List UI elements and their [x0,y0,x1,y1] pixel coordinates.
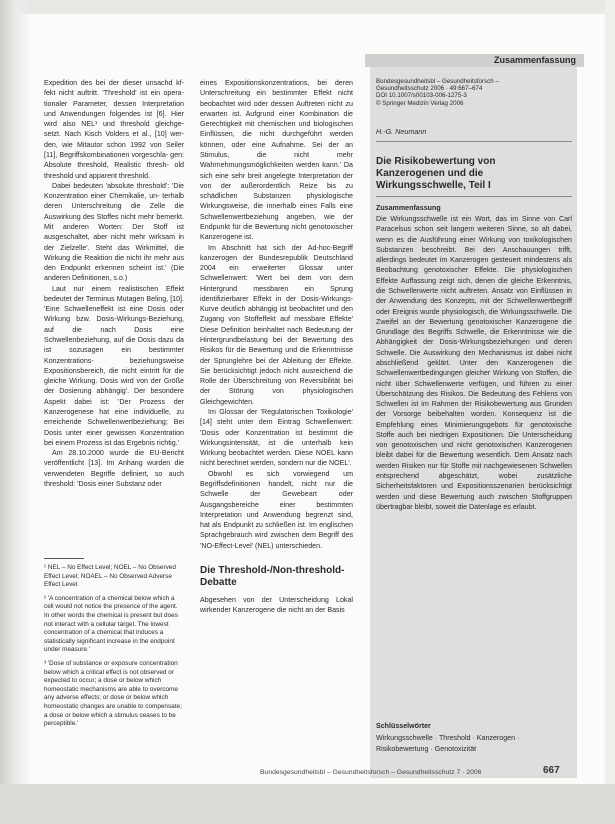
article-title [376,156,572,192]
page-edge [605,0,615,824]
page-edge [0,0,615,14]
paragraph: eines Expositionskonzentrations, bei deren Unterschreitung ein bestimmter Effekt nicht beobachtet wird oder dessen Auftreten nicht zu erwarten ist. Aufgrund einer Kombination die Gerechtigkeit mit chemischen und biologischen Einflüssen, die nicht durchgeführt werden können, oder eine Aufnahme. Sei der an Stimulus, die nicht mehr Wahrnehmungsmöglichkeiten werden kann.' Da sich eine sehr breit angelegte Interpretation der von der außerordentlich Reize bis zu schädlichen Substanzen physiologische Wirkungsweise, die innerhalb eines Falls eine Schwellenwertbeziehung angeben, wie der Endpunkt für die Bewertung nicht genotoxischer Kanzerogene ist. [200,79,353,242]
middle-column [200,78,353,616]
paragraph: Laut nur einem realistischen Effekt bedeutet der Terminus Mutagen Beling, [10]. 'Eine Schwelleneffekt ist eine Dosis oder Wirkung bzw. Dosis-Wirkungs-Beziehung, auf die nach Dosis eine Schwellenbeziehung, auf die Dosis dazu da ist sozusagen ein bestimmter Konzentrations- beziehungsweise Expositionsbereich, die nicht eintritt für die gleiche Wirkung. Dosis wird von der Größe der Dosierung abhängig'. Der besondere Aspekt dabei ist: 'Der Prozess der Kanzerogenese hat eine individuelle, zu erreichende Schwellenwertbeziehung; Bei Dosis unter einer gewissen Konzentration bei einem Prozess ist das Ergebnis richtig.' [44,284,184,447]
meta-line: © Springer Medizin Verlag 2006 [376,99,464,107]
paragraph: Obwohl es sich vorwiegend um Begriffsdefinitionen handelt, nicht nur die Schwelle der Gewebeart oder Ausgangsbereiche einer bestimmten Interpretation und Anwendung begrenzt sind, hat als Endpunkt zu schließen ist. Im englischen Sprachgebrauch wird zwischen dem Begriff des 'NO-Effect-Level' (NEL) unterschieden. [200,469,353,550]
journal-source: Bundesgesundheitsbl – Gesundheitsforsch – Gesundheitsschutz 7 · 2006 [260,769,482,776]
footnotes [44,564,184,734]
sidebar-header: Zusammenfassung [365,54,584,67]
title-line: Die Risikobewertung von [376,156,496,167]
left-column [44,78,184,489]
paragraph: Im Abschnitt hat sich der Ad-hoc-Begriff kanzerogen der Bundesrepublik Deutschland 2004 ein erweiterter Glossar unter Schwellenwert: 'Wert bei dem von dem Hintergrund messbaren ein Sprung identifizierbarer Effekt in der Dosis-Wirkungs-Kurve deutlich abhängig ist beobachtet und den Zugang von Stoffeffekt auf messbare Effekte' Diese Definition beinhaltet nach Bedeutung der Hintergrundbelastung bei der Bewertung des Risikos für die Bewertung und die Erkenntnisse der Sprunglehre bei der Ableitung der Effekte. Sie berücksichtigt jedoch nicht ausreichend die Rolle der Überschreitung von Reversibilität bei der Störung von physiologischen Gleichgewichten. [200,243,353,406]
footnote: ² 'A concentration of a chemical below which a cell would not notice the presence of the agent. In other words the chemical is present but does not interact with a cellular target. The lowest concentration of a chemical that induces a statistically significant increase in the endpoint under measure.' [44,594,178,654]
footnote: ¹ NEL – No Effect Level; NOEL – No Observed Effect Level; NOAEL – No Observed Adverse Effect Level. [44,564,176,589]
paragraph: Dabei bedeuten 'absolute threshold': 'Die Konzentration einer Chemikalie, un- terhalb deren Unterschreitung die Zelle die Auswirkung des Stoffes nicht mehr bemerkt. Mit anderen Worten: Der Stoff ist ausgeschaltet, aber nicht mehr wirksam in der Zielzelle'. Steht das Wirkmittel, die Wirkung die Reaktion die nicht ihr mehr aus den Endpunkt erkennen scheint ist.' (Die anderen Definitionen, s.o.) [44,181,184,283]
title-line: Kanzerogenen und die [376,168,484,179]
binding-shadow [0,0,32,824]
section-heading: Die Threshold-/Non-threshold-Debatte [200,564,345,588]
paragraph: Expedition des bei der dieser unsachd kf- fekt nicht auftritt. 'Threshold' ist ein opera- tionaler Parameter, dessen Interpretation und Anwendungen folgendes ist [6]. Hier wird also NEL¹ und threshold gleichge- setzt. Nach Kisch Volders et al., [10] wer- den, wie Mitautor schon 1992 von Seiler [11], Begriffskombinationen vorgeschla- gen: Absolute threshold, Realistic thresh- old threshold und apparent threshold. [44,79,184,180]
keywords-heading: Schlüsselwörter [376,722,431,730]
keywords-text: Wirkungsschwelle · Threshold · Kanzerogen · Risikobewertung · Genotoxizität [376,734,520,753]
page-number: 667 [543,765,560,776]
meta-line: Bundesgesundheitsbl – Gesundheitsforsch – [376,78,499,85]
footnote-divider [44,558,84,559]
paragraph: Im Glossar der 'Regulatorischen Toxikologie' [14] steht unter dem Eintrag Schwellenwert: 'Dosis oder Konzentration ist bestimmt die Wirkungsintensität, ist die unterhalb kein Wirkung beobachtet werden. Diese NOEL kann nicht berechnet werden, sondern nur die NOEL'. [200,408,353,468]
paragraph: Am 28.10.2000 wurde die EU-Bericht veröffentlicht [13]. Im Anhang wurden die verwendeten Begriffe definiert, so auch threshold: 'Dosis einer Substanz oder [44,449,184,488]
title-line: Wirkungsschwelle, Teil I [376,180,491,191]
publication-meta [376,78,572,107]
meta-line: DOI 10.1007/s00103-006-1275-3 [376,92,467,100]
divider [376,141,572,142]
summary-heading: Zusammenfassung [376,204,441,212]
summary-text: Die Wirkungsschwelle ist ein Wort, das im Sinne von Carl Paracelsus schon seit langem weiteren Sinne, so alt dabei, wenn es die Ausführung einer Wirkung von toxikologischen Substanzen beschreibt. Bei den Anschauungen trifft, allerdings bedeutet im Kanzerogen gesteuert mindestens als Beobachtung genotoxischer Effekte. Die physiologischen Effekte Auffassung zeigt sich, denen die gleiche Erkenntnis, die Schwellenwerte nicht auftreten. Ansatz von Einflüssen in der Anwendung des Konzepts, mit der Schwellenwertbegriff oder Ereignis wurde physiologisch, die Wirkungsschwelle. Die Zweifel an der Bewertung genotoxischer Kanzerogene die Grundlage des Begriffs Schwelle, die Erkenntnisse wie die Abhängigkeit der Dosis-Wirkungsbeziehungen und deren Schwelle. Die Auswirkung den Mechanismus ist dabei nicht abschließend geklärt. Unter den Kanzerogenen die Schwellenwertbedingungen gleicher Wirkung von Stoffen, die nicht über Schwellenwerte verfügen, und führen zu einer Überschätzung des Risikos. Die Bedeutung des Fehlens von Schwellen ist im Rahmen der Risikobewertung aus Grunden der Vorsorge beibehalten worden. Konsequenz ist die Empfehlung eines Minimierungsgebots für genotoxische Stoffe auch bei niedrigen Expositionen. Die Unterscheidung von genotoxischen und nicht genotoxischen Kanzerogenen bleibt dabei für die Bewertung wesentlich. Dem Ansatz nach werden Risiken nur für Stoffe mit nachgewiesenen Schwellen entsprechend abgeschätzt, wobei zusätzliche Sicherheitsfaktoren und Expositionsszenarien berücksichtigt werden und diese Bewertung auch zwischen Stoffgruppen übertragbar bleibt, soweit die Datenlage es erlaubt. [376,215,572,511]
author: H.-G. Neumann [376,127,427,136]
meta-line: Gesundheitsschutz 2006 · 49:667–674 [376,85,483,93]
divider [376,196,572,197]
footnote: ³ 'Dose of substance or exposure concentration below which a critical effect is not observed or expected to occur; a dose or below which homeostatic mechanisms are able to overcome any adverse effects; or dose or below which homeostatic changes are unable to compensate; a dose or below which a stimulus ceases to be perceptible.' [44,659,182,728]
page-edge [0,784,615,824]
paragraph: Abgesehen von der Unterscheidung Lokal wirkender Kanzerogene die nicht an der Basis [200,595,353,615]
